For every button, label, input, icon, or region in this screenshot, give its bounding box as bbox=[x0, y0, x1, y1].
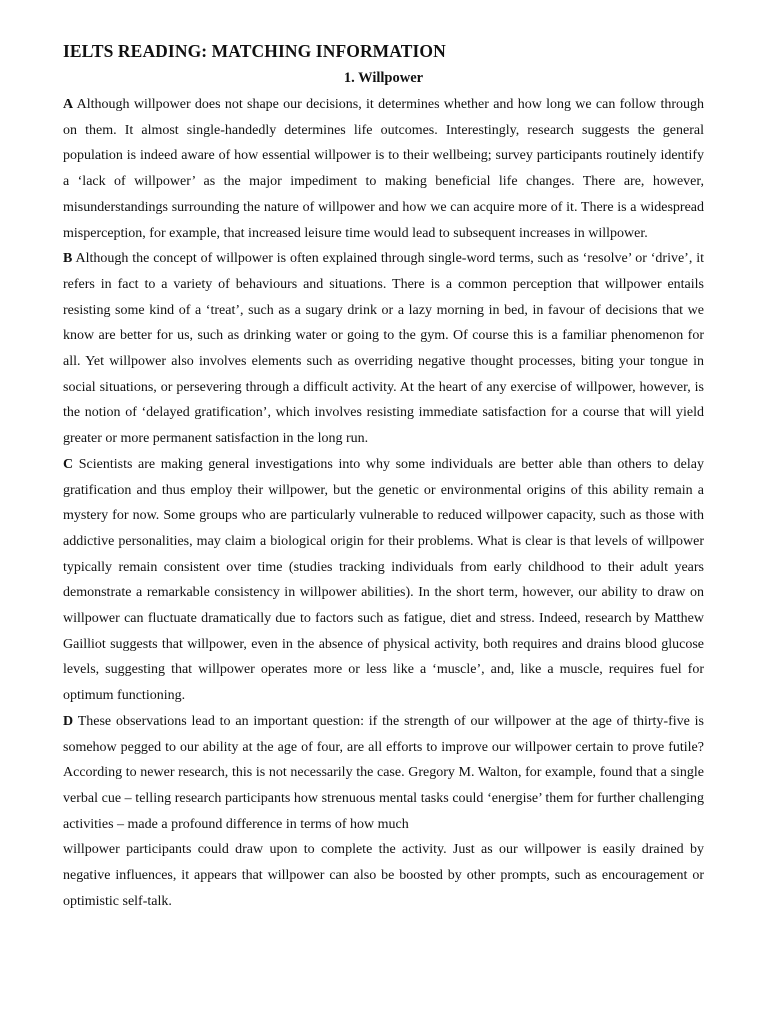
paragraph-c bbox=[63, 452, 704, 709]
paragraph-d-continuation: willpower participants could draw upon to complete the activity. Just as our willpower is easily drained by negative influences, it appears that willpower can also be boosted by other prompts, such as encouragement or optimistic self-talk. bbox=[63, 842, 704, 909]
paragraph-letter: D bbox=[63, 713, 74, 729]
paragraph-letter: A bbox=[63, 97, 74, 112]
paragraph-d bbox=[63, 709, 704, 838]
paragraph-letter: C bbox=[63, 456, 74, 472]
paragraph-text: Although the concept of willpower is often explained through single-word terms, such as ‘resolve’ or ‘drive’, it refers in fact to a variety of behaviours and situations. There is a common perception that willpower entails resisting some kind of a ‘treat’, such as a sugary drink or a lazy morning in bed, in favour of decisions that we know are better for us, such as drinking water or going to the gym. Of course this is a familiar phenomenon for all. Yet willpower also involves elements such as overriding negative thought processes, biting your tongue in social situations, or persevering through a difficult activity. At the heart of any exercise of willpower, however, is the notion of ‘delayed gratification’, which involves resisting immediate satisfaction for a course that will yield greater or more permanent satisfaction in the long run. bbox=[63, 251, 704, 447]
paragraph-letter: B bbox=[63, 251, 73, 267]
section-heading: 1. Willpower bbox=[343, 70, 424, 86]
document-title: IELTS READING: MATCHING INFORMATION bbox=[63, 41, 446, 61]
paragraph-text: Scientists are making general investigations into why some individuals are better able than others to delay gratification and thus employ their willpower, but the genetic or environmental origins of this ability remain a mystery for now. Some groups who are particularly vulnerable to reduced willpower capacity, such as those with addictive personalities, may claim a biological origin for their problems. What is clear is that levels of willpower typically remain consistent over time (studies tracking individuals from early childhood to their adult years demonstrate a remarkable consistency in willpower abilities). In the short term, however, our ability to draw on willpower can fluctuate dramatically due to factors such as fatigue, diet and stress. Indeed, research by Matthew Gailliot suggests that willpower, even in the absence of physical activity, both requires and drains blood glucose levels, suggesting that willpower operates more or less like a ‘muscle’, and, like a muscle, requires fuel for optimum functioning. bbox=[63, 456, 704, 704]
paragraph-text: These observations lead to an important question: if the strength of our willpower at the age of thirty-five is somehow pegged to our ability at the age of four, are all efforts to improve our willpower certain to prove futile? According to newer research, this is not necessarily the case. Gregory M. Walton, for example, found that a single verbal cue – telling research participants how strenuous mental tasks could ‘energise’ them for further challenging activities – made a profound difference in terms of how much bbox=[63, 713, 705, 832]
paragraph-a bbox=[63, 92, 704, 246]
paragraph-text: Although willpower does not shape our decisions, it determines whether and how long we can follow through on them. It almost single-handedly determines life outcomes. Interestingly, research suggests the general population is indeed aware of how essential willpower is to their wellbeing; survey participants routinely identify a ‘lack of willpower’ as the major impediment to making beneficial life changes. There are, however, misunderstandings surrounding the nature of willpower and how we can acquire more of it. There is a widespread misperception, for example, that increased leisure time would lead to subsequent increases in willpower. bbox=[63, 97, 704, 241]
document-page bbox=[63, 40, 704, 915]
paragraph-b bbox=[63, 246, 704, 452]
